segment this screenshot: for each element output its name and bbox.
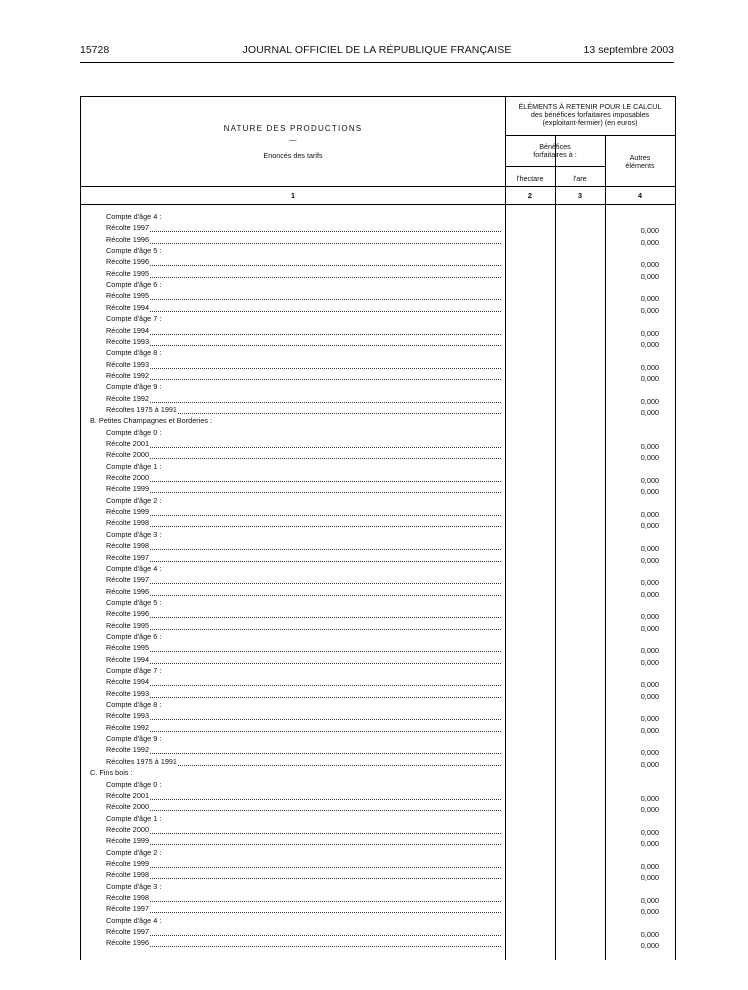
header-are: l'are — [573, 174, 587, 183]
row-value: 0,000 — [640, 839, 659, 849]
leader-dots — [150, 447, 501, 448]
leader-dots — [150, 515, 501, 516]
row-label: Récolte 1999 — [106, 858, 150, 868]
leader-dots — [150, 901, 501, 902]
row-value: 0,000 — [640, 873, 659, 883]
header-benefices-2: forfaitaires à : — [533, 150, 577, 159]
row-label: Récolte 2000 — [106, 450, 150, 460]
row-value: 0,000 — [640, 442, 659, 451]
row-label: Compte d'âge 7 : — [106, 666, 162, 675]
table-row — [81, 620, 675, 632]
leader-dots — [150, 651, 501, 652]
row-label: Compte d'âge 2 : — [106, 495, 162, 505]
leader-dots — [150, 345, 501, 346]
header-elements-1: ÉLÉMENTS À RETENIR POUR LE CALCUL — [518, 102, 662, 111]
row-label: Récolte 1995 — [106, 268, 150, 278]
row-value: 0,000 — [640, 260, 659, 270]
leader-dots — [150, 595, 501, 596]
leader-dots — [150, 753, 501, 754]
row-value: 0,000 — [640, 510, 659, 520]
row-value: 0,000 — [640, 748, 659, 758]
header-benefices-1: Bénéfices — [539, 142, 571, 151]
row-label: Récolte 1996 — [106, 234, 150, 244]
table-row — [81, 563, 675, 575]
row-value: 0,000 — [640, 714, 659, 724]
row-label: Récolte 1993 — [106, 688, 150, 698]
table-row — [81, 256, 675, 268]
leader-dots — [150, 844, 501, 845]
row-label: Récolte 1998 — [106, 870, 150, 880]
leader-dots — [150, 617, 501, 618]
row-value: 0,000 — [640, 487, 659, 497]
table-row — [81, 676, 675, 688]
header-nature: NATURE DES PRODUCTIONS — [223, 124, 363, 133]
table-row — [81, 756, 675, 768]
row-label: Récolte 2000 — [106, 802, 150, 812]
table-row — [81, 336, 675, 348]
row-label: Récolte 1995 — [106, 643, 150, 653]
table-row — [81, 404, 675, 416]
row-value: 0,000 — [640, 407, 659, 417]
row-value: 0,000 — [640, 555, 659, 565]
header-elements-3: (exploitant-fermier) (en euros) — [542, 118, 638, 127]
table-row — [81, 222, 675, 234]
table-row — [81, 790, 675, 802]
row-value: 0,000 — [640, 589, 659, 599]
row-label: Récolte 1992 — [106, 393, 150, 403]
header-autres-2: éléments — [625, 161, 655, 170]
row-value: 0,000 — [640, 646, 659, 656]
row-value: 0,000 — [640, 453, 659, 463]
table-row — [81, 517, 675, 529]
row-label: Récolte 1998 — [106, 541, 150, 551]
row-value: 0,000 — [640, 237, 659, 247]
row-label: Récolte 1998 — [106, 518, 150, 528]
row-value: 0,000 — [640, 827, 659, 837]
row-value: 0,000 — [640, 226, 659, 236]
table-row — [81, 688, 675, 700]
table-row — [81, 415, 675, 427]
row-label: Compte d'âge 5 : — [106, 597, 162, 607]
row-value: 0,000 — [640, 544, 659, 554]
row-label: Récolte 1996 — [106, 586, 150, 596]
row-label: Récolte 1996 — [106, 257, 150, 267]
leader-dots — [150, 697, 501, 698]
row-label: Récolte 1996 — [106, 938, 150, 948]
row-label: Récolte 1993 — [106, 359, 150, 369]
leader-dots — [150, 912, 501, 913]
table-row — [81, 699, 675, 711]
row-label: Récolte 1993 — [106, 336, 150, 346]
leader-dots — [150, 458, 501, 459]
row-label: Récolte 1997 — [106, 904, 150, 914]
table-row — [81, 483, 675, 495]
row-label: Compte d'âge 4 : — [106, 563, 162, 573]
row-value: 0,000 — [640, 373, 659, 383]
table-row — [81, 824, 675, 836]
row-label: Récolte 1997 — [106, 575, 150, 585]
row-label: Récolte 1999 — [106, 484, 150, 494]
row-value: 0,000 — [640, 362, 659, 372]
row-label: Récolte 1995 — [106, 620, 150, 630]
table-row — [81, 313, 675, 325]
table-row — [81, 268, 675, 280]
row-value: 0,000 — [640, 691, 659, 701]
row-label: Récolte 1992 — [106, 722, 150, 732]
row-label: Compte d'âge 6 : — [106, 280, 162, 290]
leader-dots — [150, 402, 501, 403]
table-row — [81, 461, 675, 473]
leader-dots — [150, 311, 501, 312]
row-label: Récolte 1994 — [106, 302, 150, 312]
leader-dots — [150, 685, 501, 686]
header-rule — [80, 62, 674, 63]
col-number-4: 4 — [637, 191, 643, 200]
row-value: 0,000 — [640, 396, 659, 406]
table-row — [81, 642, 675, 654]
table-row — [81, 370, 675, 382]
table-row — [81, 325, 675, 337]
row-value: 0,000 — [640, 521, 659, 531]
row-label: Récolte 1994 — [106, 654, 150, 664]
row-value: 0,000 — [640, 896, 659, 905]
table-row — [81, 665, 675, 677]
row-label: Récolte 1998 — [106, 893, 150, 902]
table-row — [81, 801, 675, 813]
row-label: Compte d'âge 0 : — [106, 779, 162, 789]
table-row — [81, 937, 675, 949]
row-label: Récolte 1994 — [106, 325, 150, 335]
table-row — [81, 744, 675, 756]
header-dash: — — [289, 135, 297, 144]
row-label: Compte d'âge 1 : — [106, 461, 162, 471]
tariff-table — [80, 96, 676, 960]
col-number-1: 1 — [290, 191, 296, 200]
leader-dots — [150, 867, 501, 868]
row-label: Compte d'âge 6 : — [106, 631, 162, 641]
leader-dots — [150, 492, 501, 493]
col-number-2: 2 — [527, 191, 533, 200]
row-label: Compte d'âge 9 : — [106, 734, 162, 744]
row-label: Récolte 1999 — [106, 836, 150, 846]
table-row — [81, 903, 675, 915]
table-row — [81, 359, 675, 371]
row-value: 0,000 — [640, 476, 659, 486]
row-value: 0,000 — [640, 294, 659, 304]
row-value: 0,000 — [640, 680, 659, 690]
table-row — [81, 710, 675, 722]
row-label: Compte d'âge 3 : — [106, 529, 162, 539]
row-label: Récolte 1992 — [106, 745, 150, 755]
publication-date: 13 septembre 2003 — [583, 44, 674, 56]
row-value: 0,000 — [640, 941, 659, 951]
table-row — [81, 722, 675, 734]
row-label: Compte d'âge 9 : — [106, 382, 162, 392]
table-row — [81, 302, 675, 314]
leader-dots — [150, 334, 501, 335]
row-value: 0,000 — [640, 328, 659, 338]
row-value: 0,000 — [640, 305, 659, 315]
row-label: Compte d'âge 1 : — [106, 813, 162, 823]
row-value: 0,000 — [640, 578, 659, 588]
table-row — [81, 654, 675, 666]
row-value: 0,000 — [640, 271, 659, 281]
table-row — [81, 733, 675, 745]
leader-dots — [150, 935, 501, 936]
row-label: Récolte 1995 — [106, 291, 150, 301]
table-row — [81, 892, 675, 904]
table-row — [81, 495, 675, 507]
leader-dots — [150, 379, 501, 380]
leader-dots — [150, 549, 501, 550]
leader-dots — [150, 629, 501, 630]
row-label: Récolte 2000 — [106, 473, 150, 483]
table-row — [81, 393, 675, 405]
table-row — [81, 869, 675, 881]
row-label: Récoltes 1975 à 1991 — [106, 404, 177, 414]
leader-dots — [150, 277, 501, 278]
row-label: Compte d'âge 4 : — [106, 915, 162, 925]
header-line-bottom — [81, 204, 675, 205]
row-label: Compte d'âge 0 : — [106, 427, 162, 437]
leader-dots — [150, 833, 501, 834]
row-value: 0,000 — [640, 930, 659, 940]
row-value: 0,000 — [640, 907, 659, 917]
table-row — [81, 858, 675, 870]
leader-dots — [150, 946, 501, 947]
leader-dots — [150, 481, 501, 482]
header-enonces: Enoncés des tarifs — [263, 151, 323, 160]
header-line-benefices — [505, 166, 605, 167]
table-row — [81, 245, 675, 257]
row-label: Récolte 2001 — [106, 439, 150, 448]
leader-dots — [150, 799, 501, 800]
leader-dots — [178, 765, 501, 766]
row-label: Compte d'âge 7 : — [106, 314, 162, 324]
leader-dots — [150, 583, 501, 584]
table-row — [81, 767, 675, 779]
page-header — [80, 44, 674, 60]
table-row — [81, 574, 675, 586]
leader-dots — [150, 719, 501, 720]
row-value: 0,000 — [640, 339, 659, 349]
header-line-elements — [505, 135, 675, 136]
table-row — [81, 234, 675, 246]
table-row — [81, 381, 675, 393]
row-label: Compte d'âge 2 : — [106, 847, 162, 857]
table-row — [81, 835, 675, 847]
row-label: Compte d'âge 8 : — [106, 700, 162, 710]
leader-dots — [150, 731, 501, 732]
leader-dots — [150, 231, 501, 232]
leader-dots — [150, 810, 501, 811]
table-row — [81, 881, 675, 893]
table-row — [81, 552, 675, 564]
row-value: 0,000 — [640, 623, 659, 633]
table-row — [81, 540, 675, 552]
table-row — [81, 813, 675, 825]
header-elements-2: des bénéfices forfaitaires imposables — [530, 110, 650, 119]
leader-dots — [150, 526, 501, 527]
row-value: 0,000 — [640, 612, 659, 622]
row-label: B. Petites Champagnes et Borderies : — [90, 416, 213, 426]
leader-dots — [150, 878, 501, 879]
table-row — [81, 290, 675, 302]
table-row — [81, 472, 675, 484]
table-row — [81, 211, 675, 223]
row-label: Récolte 1996 — [106, 609, 150, 619]
table-row — [81, 506, 675, 518]
row-label: Récolte 1992 — [106, 370, 150, 380]
leader-dots — [150, 368, 501, 369]
row-label: Compte d'âge 5 : — [106, 246, 162, 256]
row-value: 0,000 — [640, 793, 659, 803]
row-value: 0,000 — [640, 759, 659, 769]
table-row — [81, 438, 675, 450]
header-hectare: l'hectare — [516, 174, 544, 183]
leader-dots — [150, 243, 501, 244]
row-label: Compte d'âge 4 : — [106, 212, 162, 221]
table-row — [81, 926, 675, 938]
table-row — [81, 597, 675, 609]
leader-dots — [150, 265, 501, 266]
table-row — [81, 347, 675, 359]
table-row — [81, 279, 675, 291]
table-row — [81, 586, 675, 598]
table-row — [81, 847, 675, 859]
table-row — [81, 915, 675, 927]
row-label: Récolte 1993 — [106, 711, 150, 721]
row-label: Récolte 2001 — [106, 790, 150, 800]
table-row — [81, 449, 675, 461]
leader-dots — [150, 663, 501, 664]
table-row — [81, 779, 675, 791]
page-number: 15728 — [80, 44, 110, 56]
row-label: Récoltes 1975 à 1991 — [106, 756, 177, 766]
leader-dots — [150, 561, 501, 562]
row-label: Récolte 1997 — [106, 927, 150, 937]
leader-dots — [178, 413, 501, 414]
table-row — [81, 529, 675, 541]
header-autres-1: Autres — [629, 153, 651, 162]
row-value: 0,000 — [640, 861, 659, 871]
table-row — [81, 631, 675, 643]
row-label: Récolte 1997 — [106, 223, 150, 233]
row-label: Récolte 1999 — [106, 507, 150, 517]
row-label: Récolte 1997 — [106, 552, 150, 562]
row-label: Compte d'âge 3 : — [106, 881, 162, 891]
row-value: 0,000 — [640, 657, 659, 667]
row-label: Compte d'âge 8 : — [106, 348, 162, 358]
col-number-3: 3 — [577, 191, 583, 200]
table-row — [81, 427, 675, 439]
journal-title: JOURNAL OFFICIEL DE LA RÉPUBLIQUE FRANÇAISE — [242, 44, 512, 56]
leader-dots — [150, 299, 501, 300]
row-value: 0,000 — [640, 805, 659, 815]
row-label: Récolte 2000 — [106, 824, 150, 834]
header-line-numbers — [81, 186, 675, 187]
row-label: C. Fins bois : — [90, 768, 133, 778]
row-value: 0,000 — [640, 725, 659, 735]
row-label: Récolte 1994 — [106, 677, 150, 687]
table-row — [81, 608, 675, 620]
